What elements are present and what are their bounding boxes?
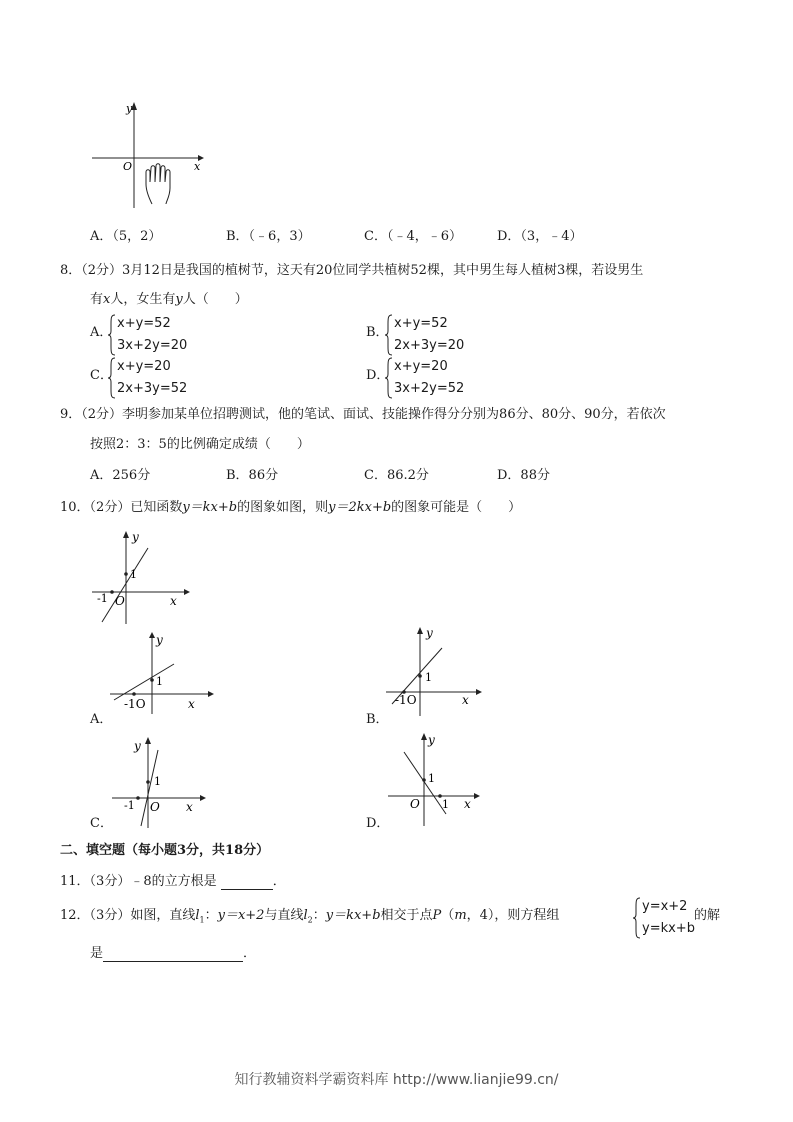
q12-answer-blank[interactable] [103,947,243,962]
q8-c-eq1: x+y=20 [117,359,171,374]
q8-c-eq2: 2x+3y=52 [117,381,188,396]
q10-b-one: 1 [425,671,432,684]
q11-answer-blank[interactable] [221,875,273,890]
q10-text-pre: 10．（2分）已知函数 [60,500,183,515]
q10-option-c-label: C． [90,816,113,831]
q7-origin-label: O [123,160,133,173]
q12-colon2: ： [312,908,326,923]
q10-d-one: 1 [428,772,435,785]
q9-option-a: A．256分 [90,468,151,483]
footer-watermark: 知行教辅资料学霸资料库 http://www.lianjie99.cn/ [234,1072,559,1088]
q9-stem-line2: 按照2：3：5的比例确定成绩（ ） [90,437,310,452]
q10-option-b-graph [384,624,484,718]
q10-d-origin: O [410,797,420,811]
q10-given-graph [88,528,193,628]
q8-b-eq1: x+y=52 [394,316,448,331]
q8-text-post: 人（ ） [182,292,248,307]
q8-text-mid: 人，女生有 [110,292,176,307]
q11-stem [60,874,286,890]
q12-stem-line2 [90,946,256,962]
q10-a-neg-one-origin: -1O [124,697,146,711]
q12-stem-line1 [60,908,559,929]
q7-x-label: x [194,160,201,173]
q10-given-y: y [132,530,139,544]
q12-line2-post: ． [243,946,257,961]
q11-text-post: ． [272,874,286,889]
q10-given-neg-one: -1 [97,592,108,605]
q12-sys-eq2: y=kx+b [642,921,695,936]
q10-d-y: y [428,733,435,747]
q10-d-one-x: 1 [442,798,449,811]
q9-option-b: B．86分 [226,468,279,483]
section-title: 二、填空题（每小题3分，共18分） [60,843,270,858]
q10-d-x: x [464,797,471,811]
q7-option-d: D．（3，﹣4） [497,229,583,244]
q10-b-neg-one-origin: -1O [395,693,417,707]
q12-colon1: ： [204,908,218,923]
q9-option-c: C．86.2分 [364,468,429,483]
q7-y-label: y [126,102,133,115]
q10-option-d-graph [384,730,484,828]
q10-b-y: y [426,626,433,640]
q10-option-a-label: A． [90,712,113,727]
brace-icon [107,357,117,399]
q8-option-b-label: B． [366,325,389,340]
q12-coords-post: ，4），则方程组 [466,908,560,923]
brace-icon [384,357,394,399]
q10-c-y: y [134,739,141,753]
q10-b-x: x [462,693,469,707]
q10-given-origin: O [115,594,125,608]
brace-icon [384,314,394,356]
q8-a-eq1: x+y=52 [117,316,171,331]
q10-given-one: 1 [130,568,137,581]
q12-l1-sub: 1 [199,915,205,925]
brace-icon [632,897,642,939]
q10-c-x: x [186,800,193,814]
q10-option-d-label: D． [366,816,390,831]
q9-stem-line1: 9．（2分）李明参加某单位招聘测试，他的笔试、面试、技能操作得分分别为86分、80分、90分，若依次 [60,407,666,422]
q12-sys-eq1: y=x+2 [642,899,688,914]
q12-l1: l [195,908,200,923]
q10-text-mid: 的图象如图，则 [237,500,329,515]
q12-point: P [432,908,442,923]
q10-a-y: y [156,633,163,647]
q8-d-eq1: x+y=20 [394,359,448,374]
q12-line2-pre: 是 [90,946,104,961]
q8-var-y: y [175,292,183,307]
q9-option-d: D．88分 [497,468,550,483]
q8-d-eq2: 3x+2y=52 [394,381,465,396]
q12-l2: l [303,908,308,923]
q10-c-one: 1 [154,775,161,788]
q8-a-eq2: 3x+2y=20 [117,338,188,353]
q12-text-pre: 12．（3分）如图，直线 [60,908,196,923]
q7-option-a: A．（5，2） [90,229,162,244]
q12-eq1: y＝x+2 [217,908,265,923]
q10-c-origin: O [150,800,160,814]
q10-a-x: x [188,697,195,711]
q8-stem-line2 [90,292,248,308]
q11-text-pre: 11．（3分）﹣8的立方根是 [60,874,217,889]
q10-c-neg-one: -1 [124,799,135,812]
q8-stem-line1: 8．（2分）3月12日是我国的植树节，这天有20位同学共植树52棵，其中男生每人植树3棵，若设男生 [60,263,644,278]
q8-option-a-label: A． [90,325,113,340]
q10-option-a-graph [108,630,216,716]
q12-with: 与直线 [264,908,304,923]
q7-axes-figure [88,98,208,210]
q8-var-x: x [103,292,111,307]
q12-m: m [454,908,467,923]
hand-icon [146,164,170,204]
q12-coords-pre: （ [441,908,455,923]
q8-option-d-label: D． [366,368,390,383]
q10-text-post: 的图象可能是（ ） [391,500,522,515]
q10-func1: y＝kx+b [182,500,238,515]
q10-given-x: x [170,594,177,608]
brace-icon [107,314,117,356]
q7-option-b: B．（﹣6，3） [226,229,311,244]
q10-option-c-graph [108,734,208,830]
q8-option-c-label: C． [90,368,113,383]
q12-l2-sub: 2 [307,915,313,925]
q10-stem [60,500,521,516]
q12-intersect: 相交于点 [380,908,433,923]
q10-option-b-label: B． [366,712,389,727]
q8-b-eq2: 2x+3y=20 [394,338,465,353]
q12-eq2: y＝kx+b [325,908,381,923]
q10-func2: y＝2kx+b [328,500,392,515]
q10-a-one: 1 [156,675,163,688]
q8-text-you: 有 [90,292,104,307]
q7-option-c: C．（﹣4，﹣6） [364,229,462,244]
q12-solution-text: 的解 [694,908,721,923]
